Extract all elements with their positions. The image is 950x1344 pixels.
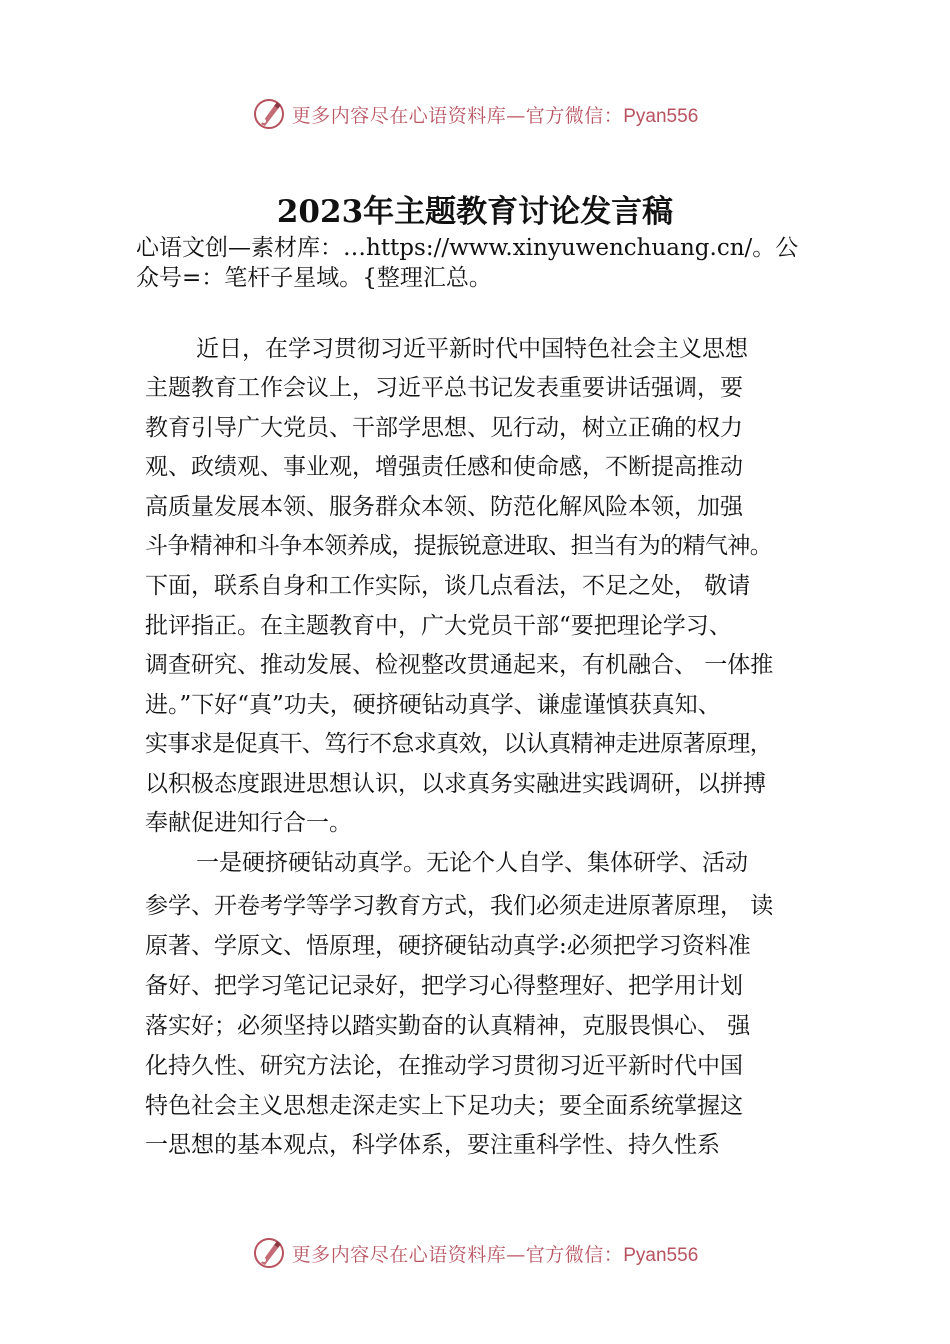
header-watermark-banner bbox=[0, 94, 950, 134]
watermark-text: 更多内容尽在心语资料库—官方微信：Pyan556 bbox=[291, 104, 699, 127]
body-line: 奉献促进知行合一。 bbox=[145, 810, 352, 836]
body-line: 批评指正。在主题教育中，广大党员干部“要把理论学习、 bbox=[145, 613, 732, 639]
source-line: 心语文创—素材库：…https://www.xinyuwenchuang.cn/。公 bbox=[136, 235, 799, 261]
body-line: 近日，在学习贯彻习近平新时代中国特色社会主义思想 bbox=[196, 336, 748, 362]
wechat-id: Pyan556 bbox=[623, 105, 699, 127]
pen-nib-logo-icon bbox=[252, 1236, 286, 1270]
body-line: 高质量发展本领、服务群众本领、防范化解风险本领，加强 bbox=[145, 494, 743, 520]
body-line: 一是硬挤硬钻动真学。无论个人自学、集体研学、活动 bbox=[196, 850, 748, 876]
body-line: 备好、把学习笔记记录好，把学习心得整理好、把学用计划 bbox=[145, 973, 743, 999]
body-line: 特色社会主义思想走深走实上下足功夫；要全面系统掌握这 bbox=[145, 1093, 743, 1119]
body-line: 下面，联系自身和工作实际，谈几点看法，不足之处， 敬请 bbox=[145, 573, 751, 599]
wechat-id: Pyan556 bbox=[623, 1244, 699, 1266]
pen-nib-logo-icon bbox=[252, 97, 286, 131]
page-title: 2023年主题教育讨论发言稿 bbox=[276, 194, 674, 230]
body-line: 化持久性、研究方法论，在推动学习贯彻习近平新时代中国 bbox=[145, 1053, 743, 1079]
body-line: 进。”下好“真”功夫，硬挤硬钻动真学、谦虚谨慎获真知、 bbox=[145, 692, 721, 718]
watermark-text: 更多内容尽在心语资料库—官方微信：Pyan556 bbox=[291, 1243, 699, 1266]
body-line: 落实好；必须坚持以踏实勤奋的认真精神，克服畏惧心、 强 bbox=[145, 1013, 751, 1039]
body-line: 以积极态度跟进思想认识，以求真务实融进实践调研，以拼搏 bbox=[145, 771, 766, 797]
footer-watermark-banner bbox=[0, 1233, 950, 1273]
body-line: 主题教育工作会议上，习近平总书记发表重要讲话强调，要 bbox=[145, 375, 743, 401]
body-line: 实事求是促真干、笃行不怠求真效，以认真精神走进原著原理， bbox=[145, 731, 773, 757]
body-line: 斗争精神和斗争本领养成，提振锐意进取、担当有为的精气神。 bbox=[145, 533, 773, 559]
body-line: 观、政绩观、事业观，增强责任感和使命感，不断提高推动 bbox=[145, 454, 743, 480]
source-line: 众号=：笔杆子星域。{整理汇总。 bbox=[136, 265, 492, 291]
body-line: 教育引导广大党员、干部学思想、见行动，树立正确的权力 bbox=[145, 415, 743, 441]
body-line: 调查研究、推动发展、检视整改贯通起来，有机融合、 一体推 bbox=[145, 652, 774, 678]
body-line: 原著、学原文、悟原理，硬挤硬钻动真学:必须把学习资料准 bbox=[145, 933, 751, 959]
body-line: 参学、开卷考学等学习教育方式，我们必须走进原著原理， 读 bbox=[145, 893, 774, 919]
body-line: 一思想的基本观点，科学体系，要注重科学性、持久性系 bbox=[145, 1132, 720, 1158]
